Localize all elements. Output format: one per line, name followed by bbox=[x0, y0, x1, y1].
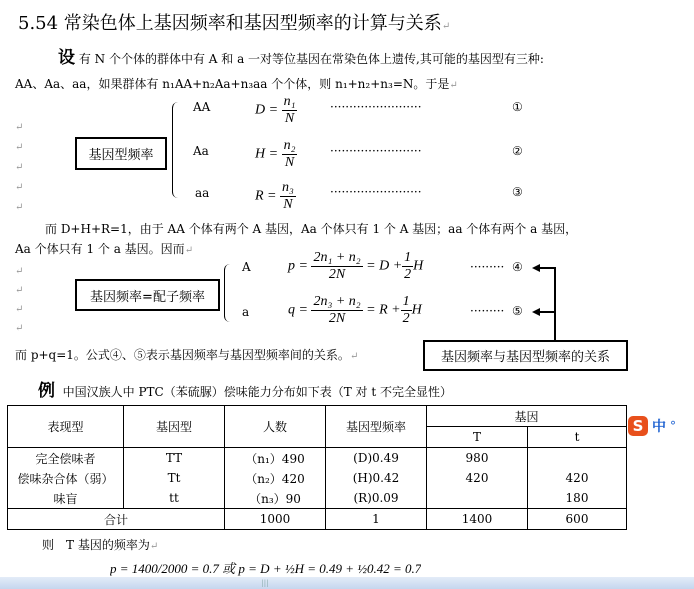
table-total-row: 合计 1000 1 1400 600 bbox=[8, 509, 627, 530]
th-genotype: 基因型 bbox=[124, 406, 225, 448]
brace-2 bbox=[224, 264, 231, 322]
return-marks-2: ↵ ↵ ↵ ↵ bbox=[15, 266, 24, 334]
scrollbar-thumb[interactable]: ||| bbox=[261, 579, 269, 587]
horizontal-scrollbar[interactable] bbox=[0, 577, 694, 589]
allele-a-rec: a bbox=[242, 305, 250, 319]
genotype-row-aa-rec: aa bbox=[195, 186, 210, 200]
dots-1: ························ bbox=[330, 100, 422, 114]
dots-5: ········· bbox=[470, 304, 505, 318]
para2-line-2: Aa 个体只有 1 个 a 基因。因而↵ bbox=[15, 242, 194, 256]
relation-box: 基因频率与基因型频率的关系 bbox=[423, 340, 628, 371]
ime-indicator[interactable]: S 中 ° bbox=[628, 415, 694, 437]
th-count: 人数 bbox=[225, 406, 326, 448]
formula-q: q = $\frac{\text{2n₃ + n₂}}{2N}$ = R + $\frac{1}{2}$ H bbox=[288, 294, 422, 326]
formula-r: R = $\frac{\text{n₃}}{N}$ bbox=[255, 180, 294, 212]
allele-a-dom: A bbox=[242, 260, 251, 274]
dots-4: ········· bbox=[470, 260, 505, 274]
doc-title: 5.54 常染色体上基因频率和基因型频率的计算与关系↵ bbox=[18, 13, 451, 34]
gene-frequency-box: 基因频率=配子频率 bbox=[75, 279, 220, 311]
genotype-row-aa-dom: AA bbox=[193, 100, 211, 114]
genotype-frequency-box: 基因型频率 bbox=[75, 137, 167, 170]
final-formula: p = 1400/2000 = 0.7 或 p = D + ½H = 0.49 + ½0.42 = 0.7 bbox=[110, 561, 422, 576]
para2-line-1: 而 D+H+R=1，由于 AA 个体有两个 A 基因，Aa 个体只有 1 个 A 基因；aa 个体有两个 a 基因， bbox=[45, 222, 578, 236]
mark-5: ⑤ bbox=[512, 304, 523, 318]
table-row: 完全偿味者 TT （n₁）490 (D)0.49 980 bbox=[8, 448, 627, 469]
dots-2: ························ bbox=[330, 144, 422, 158]
para3: 而 p+q=1。公式④、⑤表示基因频率与基因型频率间的关系。↵ bbox=[15, 348, 359, 362]
formula-d: D = $\frac{\text{n₁}}{N}$ bbox=[255, 94, 296, 126]
th-gene: 基因 bbox=[427, 406, 627, 427]
mark-1: ① bbox=[512, 100, 523, 114]
th-genotype-frequency: 基因型频率 bbox=[326, 406, 427, 448]
th-t: t bbox=[528, 427, 627, 448]
mark-3: ③ bbox=[512, 185, 523, 199]
mark-2: ② bbox=[512, 144, 523, 158]
th-phenotype: 表现型 bbox=[8, 406, 124, 448]
ime-mode[interactable]: 中 bbox=[652, 419, 666, 435]
table-row: 偿味杂合体（弱） Tt （n₂）420 (H)0.42 420 420 bbox=[8, 468, 627, 488]
example-line: 例 中国汉族人中 PTC（苯硫脲）偿味能力分布如下表（T 对 t 不完全显性） bbox=[38, 381, 452, 401]
intro-line-2: AA、Aa、aa，如果群体有 n₁AA+n₂Aa+n₃aa 个个体，则 n₁+n₂+n₃=N。于是↵ bbox=[15, 77, 458, 91]
return-marks: ↵ ↵ ↵ ↵ ↵ bbox=[15, 122, 24, 213]
conclusion-line: 则 T 基因的频率为↵ bbox=[42, 538, 159, 552]
sogou-logo-icon: S bbox=[628, 416, 648, 436]
table-row: 味盲 tt （n₃）90 (R)0.09 180 bbox=[8, 488, 627, 509]
brace bbox=[172, 102, 179, 198]
genotype-row-aa-het: Aa bbox=[193, 144, 209, 158]
ptc-table bbox=[7, 405, 627, 530]
th-T: T bbox=[427, 427, 528, 448]
formula-h: H = $\frac{\text{n₂}}{N}$ bbox=[255, 138, 296, 170]
mark-4: ④ bbox=[512, 260, 523, 274]
arrow-connector-icon bbox=[530, 262, 560, 342]
intro-line-1: 设 有 N 个个体的群体中有 A 和 a 一对等位基因在常染色体上遗传,其可能的基因型有三种: bbox=[58, 48, 544, 68]
dots-3: ························ bbox=[330, 185, 422, 199]
formula-p: p = $\frac{\text{2n₁ + n₂}}{2N}$ = D + $\frac{1}{2}$ H bbox=[288, 250, 424, 282]
